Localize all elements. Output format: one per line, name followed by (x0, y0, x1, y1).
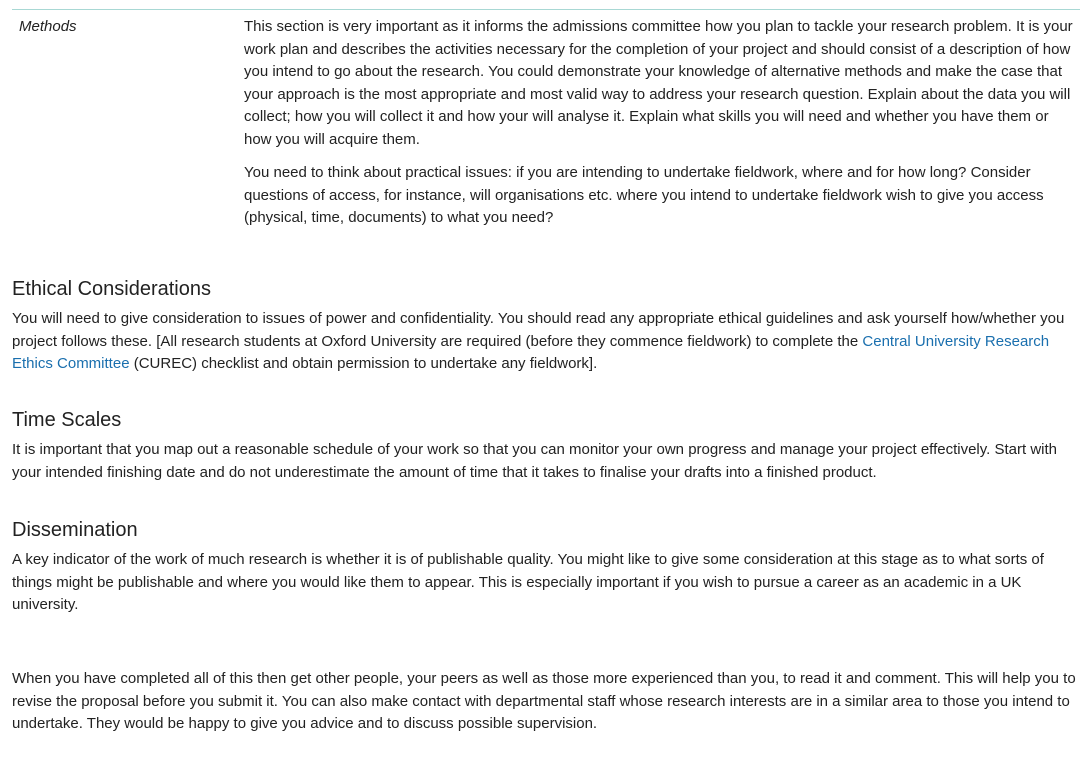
methods-paragraph-1: This section is very important as it informs the admissions committee how you plan to tackle your research problem. It is your work plan and describes the activities necessary for the completion of your project and should consist of a description of how you intend to go about the research. You could demonstrate your knowledge of alternative methods and make the case that your approach is the most appropriate and most valid way to address your research question. Explain about the data you will collect; how you will collect it and how your will analyse it. Explain what skills you will need and whether you have them or how you will acquire them. (244, 18, 1073, 148)
dissemination-paragraph: A key indicator of the work of much research is whether it is of publishable quality. You might like to give some consideration at this stage as to what sorts of things might be publishable and where you would like them to appear. This is especially important if you wish to pursue a career as an academic in a UK university. (12, 551, 1044, 613)
closing-paragraph: When you have completed all of this then get other people, your peers as well as those more experienced than you, to read it and comment. This will help you to revise the proposal before you submit it. You can also make contact with departmental staff whose research interests are in a similar area to those you intend to undertake. They would be happy to give you advice and to discuss possible supervision. (12, 670, 1076, 732)
ethical-considerations-paragraph (12, 308, 1080, 376)
methods-label: Methods (19, 18, 77, 35)
table-top-border (12, 9, 1080, 10)
ethical-text-after-link: (CUREC) checklist and obtain permission to undertake any fieldwork]. (129, 355, 598, 372)
curec-link[interactable]: Central University Research Ethics Committee (12, 332, 1050, 372)
time-scales-paragraph: It is important that you map out a reasonable schedule of your work so that you can monitor your own progress and manage your project effectively. Start with your intended finishing date and do not underestimate the amount of time that it takes to finalise your drafts into a finished product. (12, 441, 1057, 481)
ethical-considerations-heading: Ethical Considerations (12, 278, 211, 300)
dissemination-heading: Dissemination (12, 519, 138, 541)
time-scales-section (12, 407, 1080, 484)
time-scales-heading: Time Scales (12, 409, 122, 431)
ethical-text-before-link: You will need to give consideration to issues of power and confidentiality. You should read any appropriate ethical guidelines and ask yourself how/whether you project follows these. [All research students at Oxford University are required (before they commence fieldwork) to complete the (12, 310, 1065, 350)
ethical-considerations-section (12, 276, 1080, 376)
dissemination-section (12, 517, 1080, 617)
methods-description (244, 16, 1080, 230)
methods-paragraph-2: You need to think about practical issues: if you are intending to undertake fieldwork, where and for how long? Consider questions of access, for instance, will organisations etc. where you intend to undertake fieldwork wish to give you access (physical, time, documents) to what you need? (244, 164, 1044, 226)
